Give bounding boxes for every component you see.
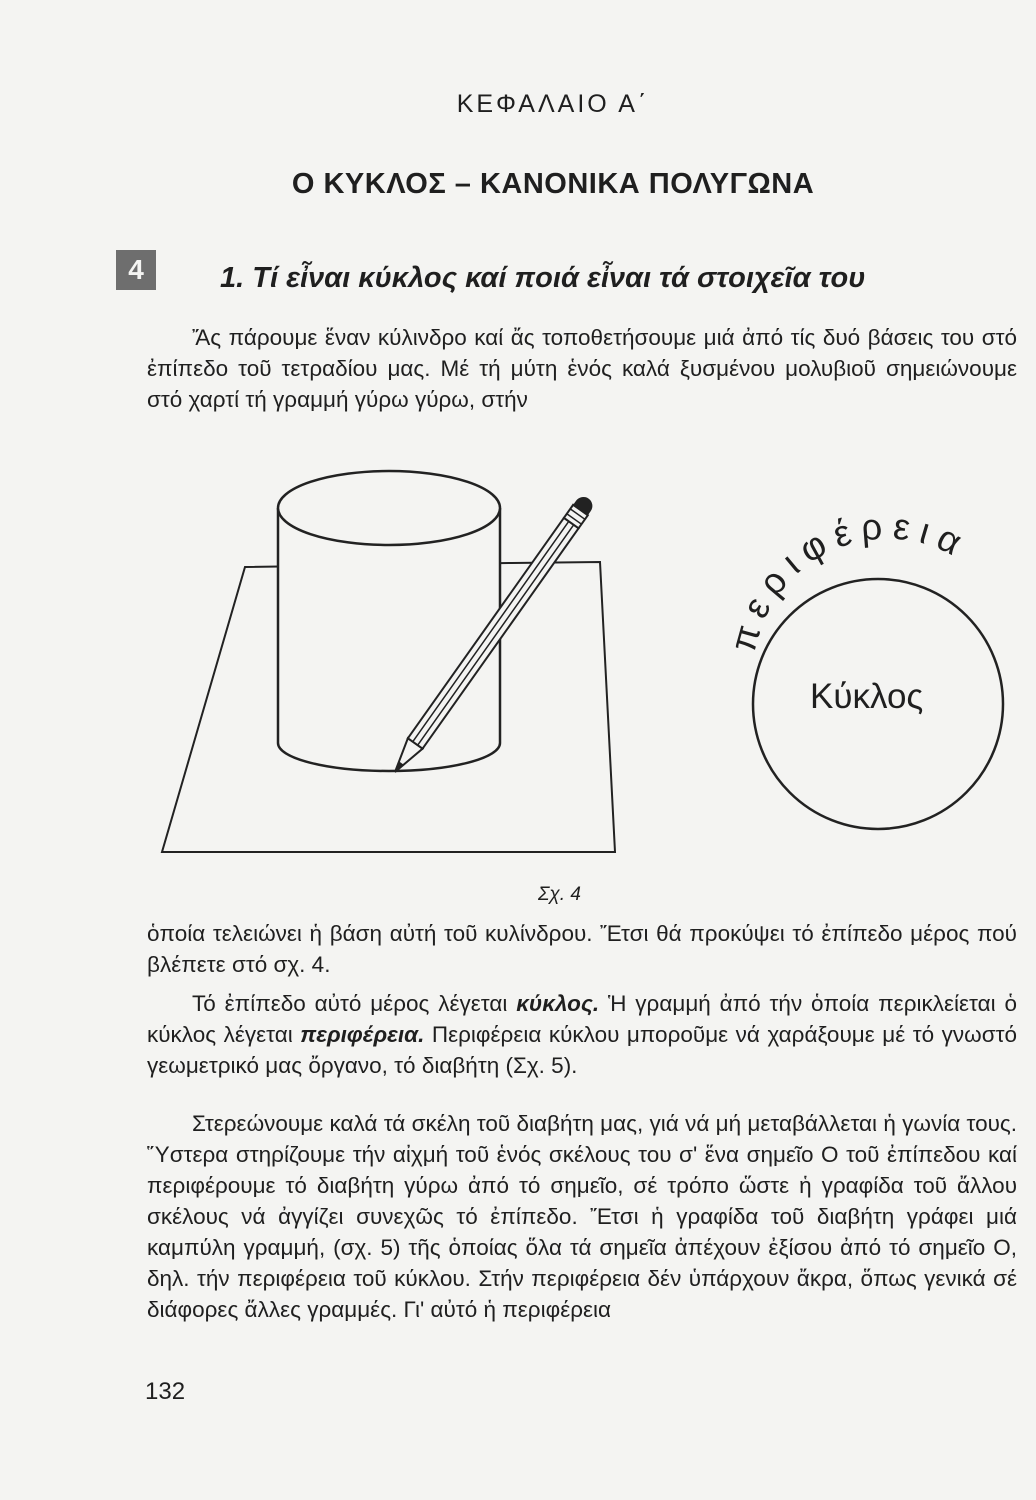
paragraph-continued: ὁποία τελειώνει ἡ βάση αὐτή τοῦ κυλίνδρου. Ἔτσι θά προκύψει τό ἐπίπεδο μέρος πού βλέπετε στό σχ. 4. <box>147 921 1017 977</box>
figure-caption: Σχ. 4 <box>538 884 581 905</box>
figure-cylinder-circle <box>150 450 1020 890</box>
paragraph-intro: Ἄς πάρουμε ἕναν κύλινδρο καί ἄς τοποθετήσουμε μιά ἀπό τίς δυό βάσεις του στό ἐπίπεδο τοῦ τετραδίου μας. Μέ τή μύτη ἑνός καλά ξυσμένου μολυβιοῦ σημειώνουμε στό χαρτί τή γραμμή γύρω γύρω, στήν <box>147 325 1017 412</box>
paragraph-compass: Στερεώνουμε καλά τά σκέλη τοῦ διαβήτη μας, γιά νά μή μεταβάλλεται ἡ γωνία τους. Ὕστερα στηρίζουμε τήν αἰχμή τοῦ ἑνός σκέλους του σ' ἕνα σημεῖο Ο τοῦ ἐπίπεδου καί περιφέρουμε τό διαβήτη γύρω ἀπό τό σημεῖο, σέ τρόπο ὥστε ἡ γραφίδα τοῦ ἄλλου σκέλους νά ἀγγίζει συνεχῶς τό ἐπίπεδο. Ἔτσι ἡ γραφίδα τοῦ διαβήτη γράφει μιά καμπύλη γραμμή, (σχ. 5) τῆς ὁποίας ὅλα τά σημεῖα ἀπέχουν ἐξίσου ἀπό τό σημεῖο Ο, δηλ. τήν περιφέρεια τοῦ κύκλου. Στήν περιφέρεια δέν ὑπάρχουν ἄκρα, ὅπως γενικά σέ διάφορες ἄλλες γραμμές. Γι' αὐτό ἡ περιφέρεια <box>147 1111 1017 1322</box>
term-kyklos: κύκλος. <box>516 991 600 1016</box>
cylinder-body <box>278 508 500 771</box>
page-number: 132 <box>145 1378 186 1405</box>
term-perifereia: περιφέρεια. <box>300 1022 425 1047</box>
circumference-label: περιφέρεια <box>722 505 977 656</box>
chapter-title: Ο ΚΥΚΛΟΣ – ΚΑΝΟΝΙΚΑ ΠΟΛΥΓΩΝΑ <box>291 168 815 200</box>
section-badge: 4 <box>116 250 156 290</box>
paragraph-definition: Τό ἐπίπεδο αὐτό μέρος λέγεται κύκλος. Ἡ γραμμή ἀπό τήν ὁποία περικλείεται ὁ κύκλος λέγεται περιφέρεια. Περιφέρεια κύκλου μποροῦμε νά χαράξουμε μέ τό γνωστό γεωμετρικό μας ὄργανο, τό διαβήτη (Σχ. 5). <box>147 991 1017 1078</box>
chapter-heading: ΚΕΦΑΛΑΙΟ Α΄ <box>456 90 650 118</box>
cylinder-top <box>278 471 500 545</box>
section-title: 1. Τί εἶναι κύκλος καί ποιά εἶναι τά στοιχεῖα του <box>220 262 866 294</box>
circle-label: Κύκλος <box>810 677 924 716</box>
